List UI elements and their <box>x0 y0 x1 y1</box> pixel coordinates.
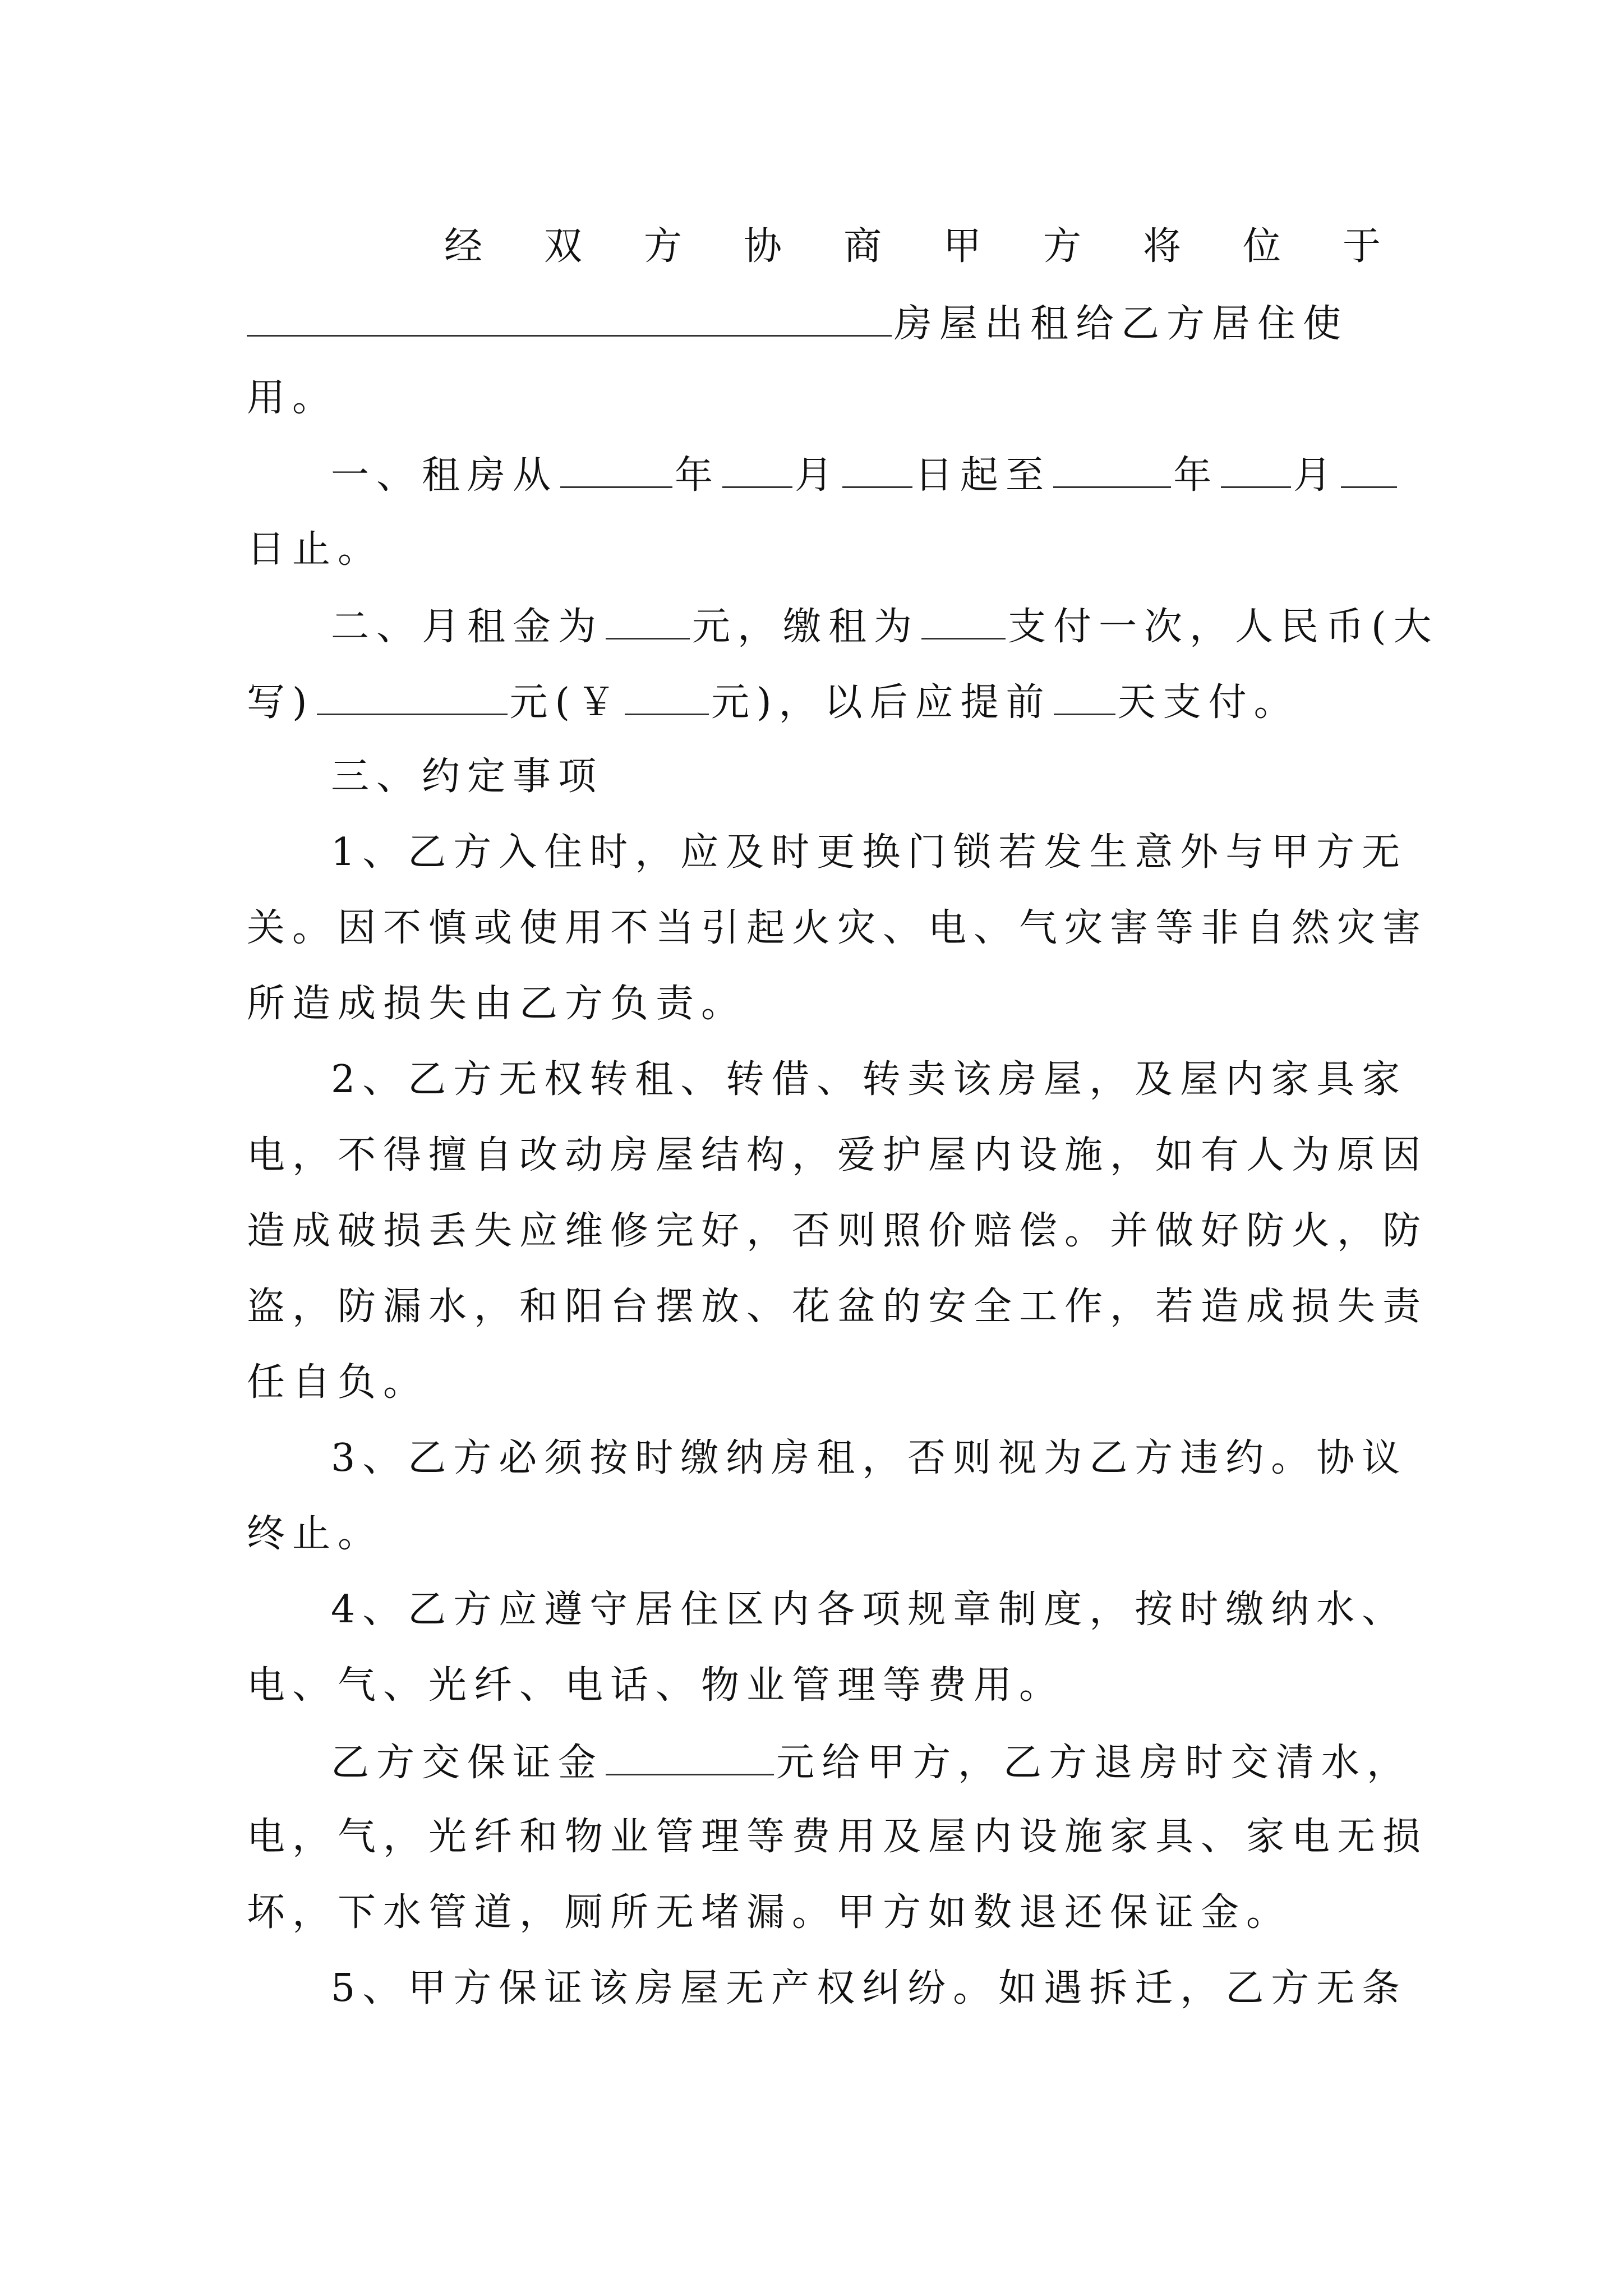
end-day-blank[interactable] <box>1341 452 1397 488</box>
intro-char: 经 <box>444 224 483 269</box>
item-4-line: 电、气、光纤、电话、物业管理等费用。 <box>247 1663 1065 1708</box>
intro-char: 商 <box>843 224 882 269</box>
clause-1-line-2: 日止。 <box>247 527 384 572</box>
clause-2-text: 二、月租金为 <box>331 605 604 649</box>
clause-1-text: 月 <box>1293 453 1339 498</box>
clause-1-text: 一、租房从 <box>331 453 559 498</box>
address-blank[interactable] <box>247 300 892 337</box>
clause-1-text: 年 <box>675 453 721 498</box>
intro-char: 将 <box>1142 224 1181 269</box>
clause-1-text: 年 <box>1173 453 1219 498</box>
item-2-line: 电，不得擅自改动房屋结构，爱护屋内设施，如有人为原因 <box>247 1133 1428 1177</box>
start-day-blank[interactable] <box>842 452 912 488</box>
advance-days-blank[interactable] <box>1054 679 1115 715</box>
end-month-blank[interactable] <box>1221 452 1291 488</box>
clause-2-line-2 <box>247 679 1385 725</box>
intro-line-1 <box>444 224 1381 269</box>
clause-2-text: 支付一次，人民币(大 <box>1008 605 1439 649</box>
payment-period-blank[interactable] <box>921 603 1006 639</box>
end-year-blank[interactable] <box>1053 452 1171 488</box>
deposit-text: 乙方交保证金 <box>331 1741 604 1785</box>
deposit-line: 电，气，光纤和物业管理等费用及屋内设施家具、家电无损 <box>247 1815 1428 1859</box>
amount-number-blank[interactable] <box>625 679 709 715</box>
item-2-line: 任自负。 <box>247 1360 429 1405</box>
item-5-line: 5、甲方保证该房屋无产权纠纷。如遇拆迁，乙方无条 <box>331 1966 1408 2010</box>
item-1-line: 所造成损失由乙方负责。 <box>247 982 747 1026</box>
clause-2-line-1 <box>331 603 1439 650</box>
intro-char: 位 <box>1242 224 1281 269</box>
intro-char: 协 <box>743 224 782 269</box>
intro-line-2 <box>247 300 1385 347</box>
intro-char: 于 <box>1342 224 1381 269</box>
item-2-line: 2、乙方无权转租、转借、转卖该房屋，及屋内家具家 <box>331 1057 1408 1102</box>
deposit-amount-blank[interactable] <box>606 1739 774 1775</box>
item-3-line: 3、乙方必须按时缴纳房租，否则视为乙方违约。协议 <box>331 1436 1408 1480</box>
intro-char: 方 <box>643 224 682 269</box>
clause-1-line-1 <box>331 452 1385 498</box>
deposit-line-1 <box>331 1739 1413 1786</box>
intro-line-3: 用。 <box>247 376 338 420</box>
clause-2-text: 元)，以后应提前 <box>711 680 1052 725</box>
item-4-line: 4、乙方应遵守居住区内各项规章制度，按时缴纳水、 <box>331 1588 1408 1632</box>
item-1-line: 关。因不慎或使用不当引起火灾、电、气灾害等非自然灾害 <box>247 906 1428 950</box>
clause-3-heading: 三、约定事项 <box>331 754 604 799</box>
start-month-blank[interactable] <box>722 452 792 488</box>
monthly-rent-blank[interactable] <box>606 603 690 639</box>
intro-char: 甲 <box>943 224 981 269</box>
item-3-line: 终止。 <box>247 1512 384 1556</box>
intro-char: 双 <box>543 224 582 269</box>
deposit-text: 元给甲方，乙方退房时交清水， <box>776 1741 1413 1785</box>
item-2-line: 造成破损丢失应维修完好，否则照价赔偿。并做好防火，防 <box>247 1209 1428 1253</box>
intro-char: 方 <box>1043 224 1081 269</box>
amount-words-blank[interactable] <box>317 679 508 715</box>
start-year-blank[interactable] <box>560 452 672 488</box>
item-2-line: 盗，防漏水，和阳台摆放、花盆的安全工作，若造成损失责 <box>247 1285 1428 1329</box>
intro-line-2-text: 房屋出租给乙方居住使 <box>894 302 1349 346</box>
clause-2-text: 天支付。 <box>1117 680 1299 725</box>
deposit-line: 坏，下水管道，厕所无堵漏。甲方如数退还保证金。 <box>247 1890 1292 1935</box>
clause-2-text: 元(￥ <box>509 680 623 725</box>
clause-1-text: 月 <box>795 453 841 498</box>
item-1-line: 1、乙方入住时，应及时更换门锁若发生意外与甲方无 <box>331 830 1408 875</box>
clause-1-text: 日起至 <box>915 453 1052 498</box>
clause-2-text: 元，缴租为 <box>692 605 920 649</box>
clause-2-text: 写) <box>247 680 315 725</box>
